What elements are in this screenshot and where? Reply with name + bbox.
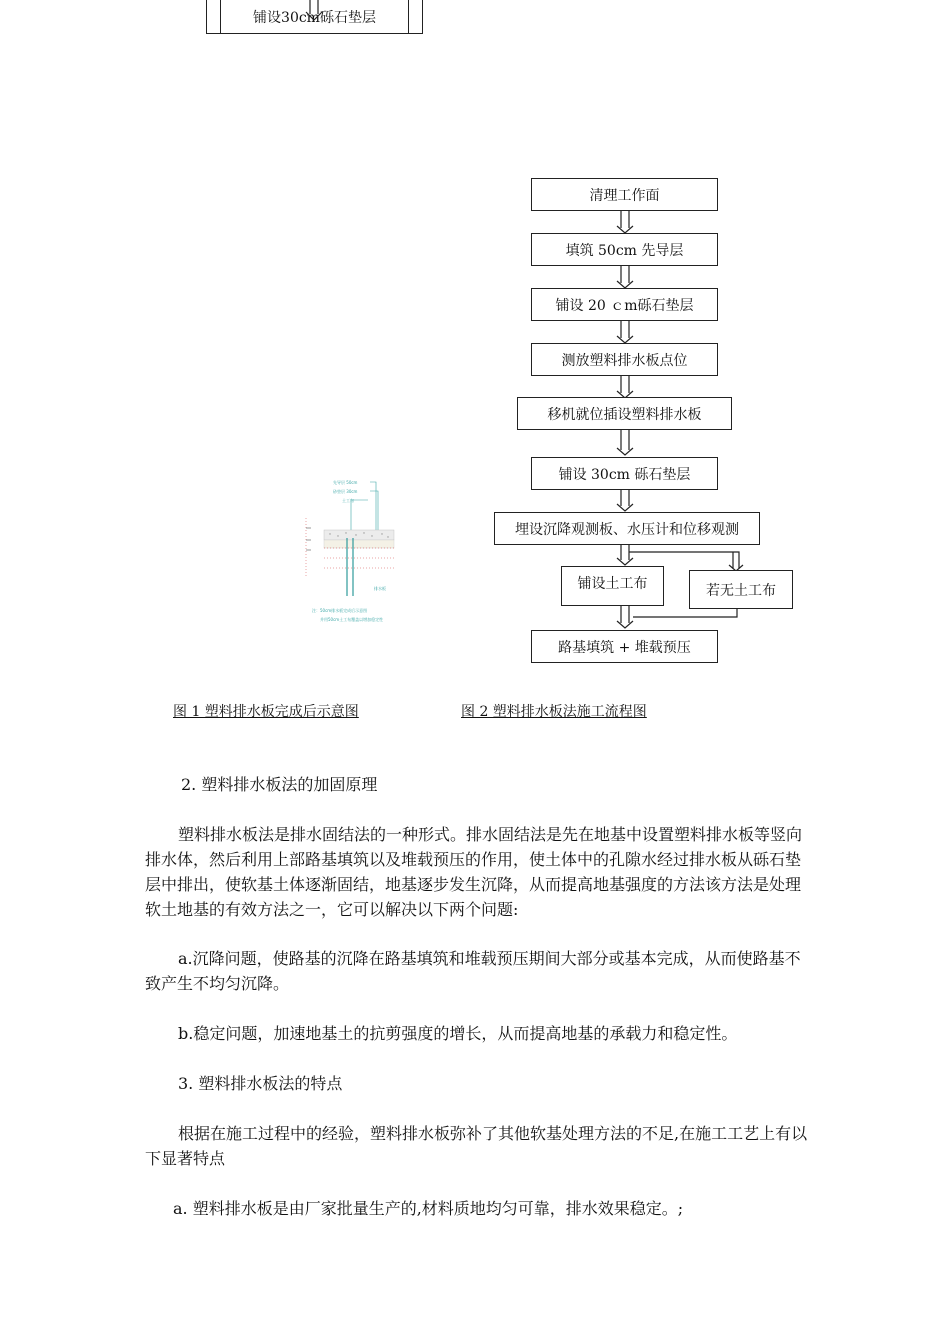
flow-step-clear-site <box>531 178 718 211</box>
flow-step-insert-drain-board <box>517 397 732 430</box>
arrow-8b-9 <box>633 609 737 617</box>
paragraph-settlement-text: a.沉降问题，使路基的沉降在路基填筑和堆载预压期间大部分或基本完成，从而使路基不致产生不均匀沉降。 <box>145 949 801 993</box>
paragraph-features-intro <box>145 1121 810 1171</box>
flow-step-label: 铺设 30cm 砾石垫层 <box>558 466 691 483</box>
flow-step-gravel-30cm <box>531 457 718 490</box>
arrow-4-5 <box>617 376 633 398</box>
arrow-5-6 <box>617 430 633 455</box>
arrow-2-3 <box>617 266 633 288</box>
flow-step-label: 移机就位插设塑料排水板 <box>547 406 702 423</box>
paragraph-feature-a-text: a. 塑料排水板是由厂家批量生产的,材料质地均匀可靠，排水效果稳定。; <box>173 1199 684 1218</box>
section-heading-3: 3. 塑料排水板法的特点 <box>178 1074 343 1093</box>
flow-step-gravel-20cm <box>531 288 718 321</box>
figure-2-caption: 图 2 塑料排水板法施工流程图 <box>461 704 647 720</box>
flow-step-label: 清理工作面 <box>589 187 660 204</box>
flow-step-label: 测放塑料排水板点位 <box>561 352 688 369</box>
paragraph-features-intro-text: 根据在施工过程中的经验，塑料排水板弥补了其他软基处理方法的不足,在施工工艺上有以下显著特点 <box>145 1124 808 1168</box>
flow-step-label: 铺设土工布 <box>577 576 648 592</box>
flow-step-label: 路基填筑 + 堆载预压 <box>558 639 691 656</box>
fig1-label-5: 注：50cm排水板完成后示意图 <box>312 608 368 613</box>
figure-1-caption: 图 1 塑料排水板完成后示意图 <box>173 704 359 720</box>
flow-step-stake-points <box>531 343 718 376</box>
paragraph-principle-text: 塑料排水板法是排水固结法的一种形式。排水固结法是先在地基中设置塑料排水板等竖向排水体，然后利用上部路基填筑以及堆载预压的作用，使土体中的孔隙水经过排水板从砾石垫层中排出，使软基土体逐渐固结，地基逐步发生沉降，从而提高地基强度的方法该方法是处理软土地基的有效方法之一，它可以解决以下两个问题: <box>145 825 803 919</box>
fig1-label-2: 砂垫层 30cm <box>333 489 358 494</box>
paragraph-stability-text: b.稳定问题，加速地基土的抗剪强度的增长，从而提高地基的承载力和稳定性。 <box>178 1024 738 1043</box>
flow-step-lay-geotextile <box>561 566 664 606</box>
arrow-8-9 <box>617 606 633 628</box>
top-fragment-label: 铺设30cm砾石垫层 <box>253 9 376 26</box>
fig1-label-1: 先导层 50cm <box>333 480 358 485</box>
section-heading-2: 2. 塑料排水板法的加固原理 <box>181 775 378 794</box>
fig1-label-6: 并用50cm土工布覆盖以增加稳定性 <box>320 617 384 622</box>
arrow-7-8a <box>617 545 633 565</box>
arrow-3-4 <box>617 321 633 343</box>
arrow-6-7 <box>617 490 633 511</box>
paragraph-principle <box>145 822 810 922</box>
flow-step-fill-lead-layer <box>531 233 718 266</box>
flow-step-fill-and-preload <box>531 630 718 663</box>
flow-step-label: 若无土工布 <box>706 582 776 599</box>
paragraph-settlement <box>145 946 810 996</box>
fig1-label-3: 土工布 <box>342 498 354 503</box>
paragraph-feature-a <box>145 1196 810 1221</box>
flow-step-install-monitoring <box>494 512 760 545</box>
fig1-label-4: 排水板 <box>374 586 386 591</box>
flow-step-no-geotextile <box>689 570 793 609</box>
flow-step-label: 埋设沉降观测板、水压计和位移观测 <box>515 521 739 538</box>
flow-step-label: 铺设 20 ｃm砾石垫层 <box>555 297 694 314</box>
paragraph-stability <box>145 1021 810 1046</box>
arrow-1-2 <box>617 211 633 233</box>
flow-step-label: 填筑 50cm 先导层 <box>565 242 684 259</box>
drain-board-schematic <box>298 478 398 633</box>
